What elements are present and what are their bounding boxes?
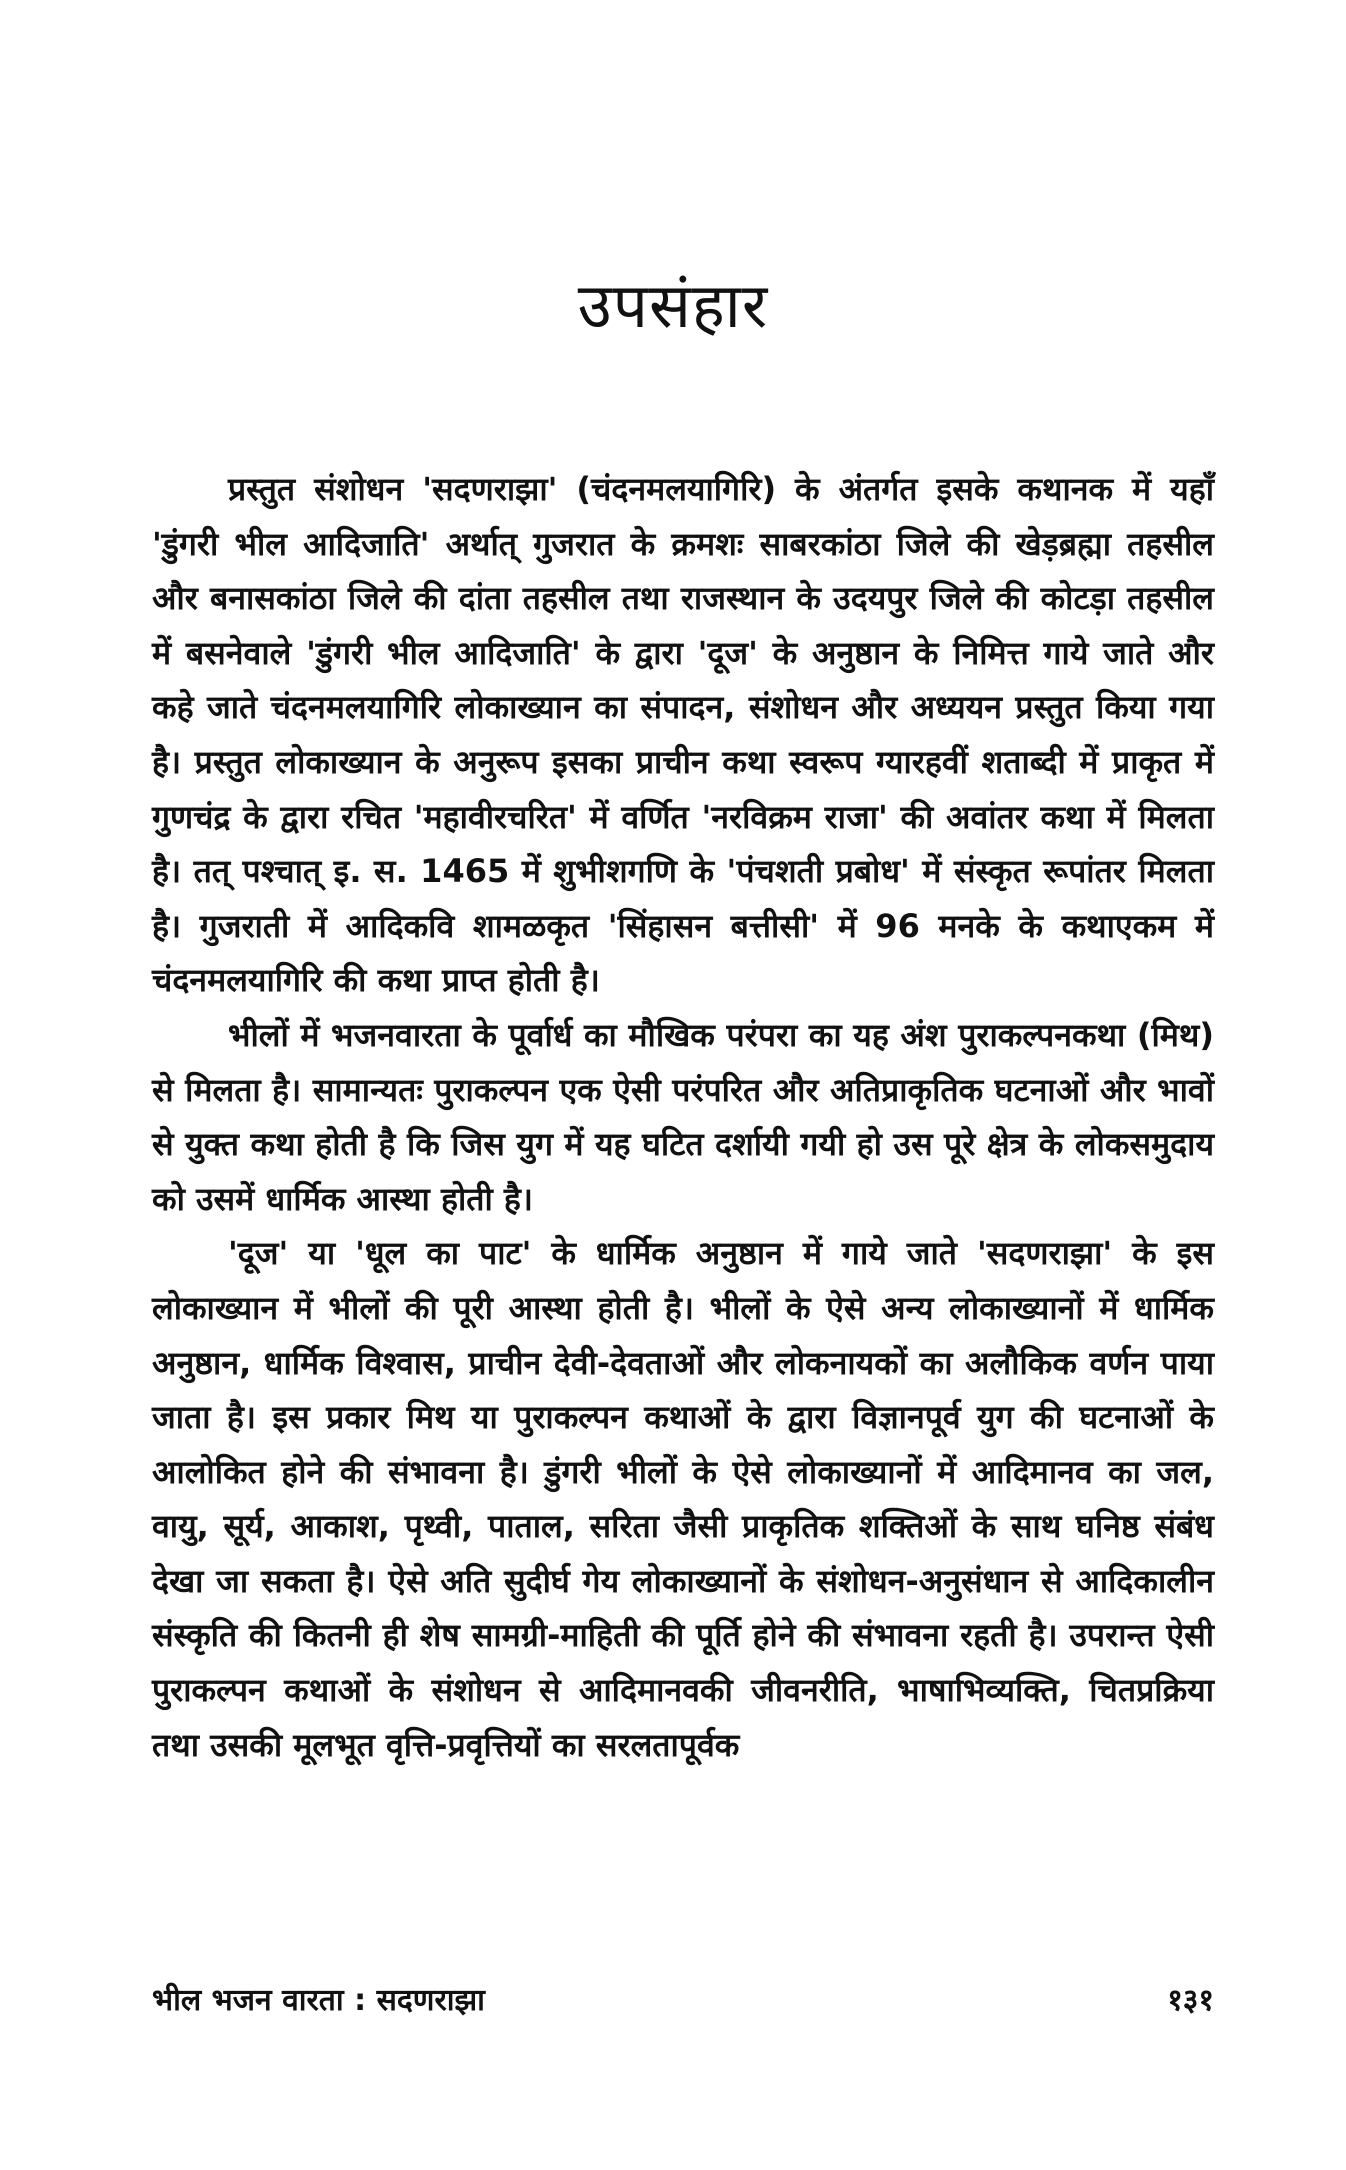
paragraph-3: 'दूज' या 'धूल का पाट' के धार्मिक अनुष्ठान में गाये जाते 'सदणराझा' के इस लोकाख्यान में भीलों की पूरी आस्था होती है। भीलों के ऐसे अन्य लोकाख्यानों में धार्मिक अनुष्ठान, धार्मिक विश्वास, प्राचीन देवी-देवताओं और लोकनायकों का अलौकिक वर्णन पाया जाता है। इस प्रकार मिथ या पुराकल्पन कथाओं के द्वारा विज्ञानपूर्व युग की घटनाओं के आलोकित होने की संभावना है। डुंगरी भीलों के ऐसे लोकाख्यानों में आदिमानव का जल, वायु, सूर्य, आकाश, पृथ्वी, पाताल, सरिता जैसी प्राकृतिक शक्तिओं के साथ घनिष्ठ संबंध देखा जा सकता है। ऐसे अति सुदीर्घ गेय लोकाख्यानों के संशोधन-अनुसंधान से आदिकालीन संस्कृति की कितनी ही शेष सामग्री-माहिती की पूर्ति होने की संभावना रहती है। उपरान्त ऐसी पुराकल्पन कथाओं के संशोधन से आदिमानवकी जीवनरीति, भाषाभिव्यक्ति, चितप्रक्रिया तथा उसकी मूलभूत वृत्ति-प्रवृत्तियों का सरलतापूर्वक	[152, 1234, 1214, 1764]
paragraph-2: भीलों में भजनवारता के पूर्वार्ध का मौखिक परंपरा का यह अंश पुराकल्पनकथा (मिथ) से मिलता है। सामान्यतः पुराकल्पन एक ऐसी परंपरित और अतिप्राकृतिक घटनाओं और भावों से युक्त कथा होती है कि जिस युग में यह घटित दर्शायी गयी हो उस पूरे क्षेत्र के लोकसमुदाय को उसमें धार्मिक आस्था होती है।	[152, 1015, 1214, 1218]
chapter-title: उपसंहार	[577, 269, 769, 342]
page-number: १३१	[1167, 1983, 1214, 2018]
body-text	[152, 462, 1214, 1772]
paragraph-1: प्रस्तुत संशोधन 'सदणराझा' (चंदनमलयागिरि) के अंतर्गत इसके कथानक में यहाँ 'डुंगरी भील आदिजाति' अर्थात् गुजरात के क्रमशः साबरकांठा जिले की खेड़ब्रह्मा तहसील और बनासकांठा जिले की दांता तहसील तथा राजस्थान के उदयपुर जिले की कोटड़ा तहसील में बसनेवाले 'डुंगरी भील आदिजाति' के द्वारा 'दूज' के अनुष्ठान के निमित्त गाये जाते और कहे जाते चंदनमलयागिरि लोकाख्यान का संपादन, संशोधन और अध्ययन प्रस्तुत किया गया है। प्रस्तुत लोकाख्यान के अनुरूप इसका प्राचीन कथा स्वरूप ग्यारहवीं शताब्दी में प्राकृत में गुणचंद्र के द्वारा रचित 'महावीरचरित' में वर्णित 'नरविक्रम राजा' की अवांतर कथा में मिलता है। तत् पश्चात् इ. स. 1465 में शुभीशगणि के 'पंचशती प्रबोध' में संस्कृत रूपांतर मिलता है। गुजराती में आदिकवि शामळकृत 'सिंहासन बत्तीसी' में 96 मनके के कथाएकम में चंदनमलयागिरि की कथा प्राप्त होती है।	[152, 470, 1214, 1000]
running-title: भील भजन वारता : सदणराझा	[152, 1983, 485, 2018]
page-footer	[152, 1978, 1214, 2024]
